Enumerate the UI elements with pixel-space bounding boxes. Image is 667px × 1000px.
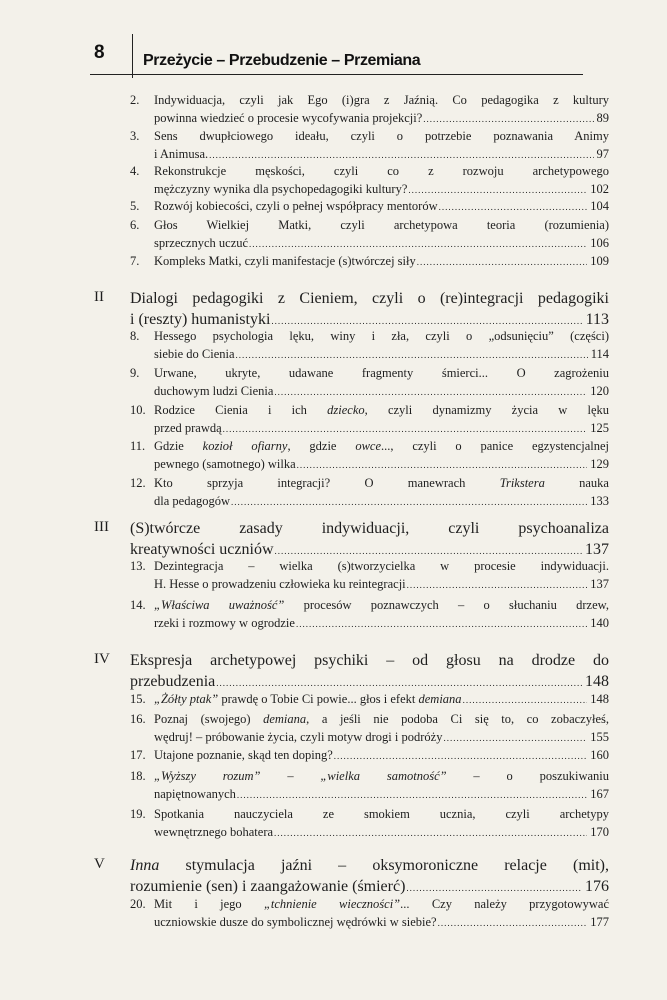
part-title-line: Dialogi pedagogiki z Cieniem, czyli o (re)integracji pedagogiki [130,290,609,307]
leader-dots [439,198,588,216]
entry-number: 12. [130,476,146,490]
toc-entry[interactable] [130,327,609,364]
entry-number: 10. [130,403,146,417]
leader-dots [231,493,587,511]
entry-page-number: 155 [590,730,609,744]
part-number: III [94,519,109,535]
entry-text-line: „Żółty ptak” prawdę o Tobie Ci powie... głos i efekt demiana [154,692,462,706]
header-rule [90,74,583,75]
entry-page-number: 104 [590,199,609,213]
entry-text-line: Urwane, ukryte, udawane fragmenty śmierci... O zagrożeniu [154,366,609,380]
entry-page-number: 106 [590,236,609,250]
entry-last-line [154,419,609,438]
entry-text-line: Sens dwupłciowego ideału, czyli o potrzebie poznawania Animy [154,129,609,143]
running-title: Przeżycie – Przebudzenie – Przemiana [143,52,421,69]
part-title-line: (S)twórcze zasady indywiduacji, czyli psychoanaliza [130,520,609,537]
entry-last-line [154,492,609,511]
entry-number: 17. [130,748,146,762]
leader-dots [296,615,587,633]
leader-dots [438,914,588,932]
leader-dots [249,235,587,253]
entry-page-number: 120 [590,384,609,398]
part-page-number: 137 [585,541,609,558]
entry-page-number: 167 [590,787,609,801]
entry-text-line: dla pedagogów [154,494,231,508]
toc-entry[interactable] [130,474,609,511]
toc-entry[interactable] [130,746,609,765]
entry-number: 7. [130,254,140,268]
toc-entry[interactable] [130,767,609,804]
toc-entry[interactable] [130,895,609,932]
entry-number: 3. [130,129,140,143]
toc-entry[interactable] [130,710,609,747]
entry-text-line: wewnętrznego bohatera [154,825,274,839]
entry-last-line [154,746,609,765]
entry-number: 18. [130,769,146,783]
entry-text-line: Rodzice Cienia i ich dziecko, czyli dynamizmy życia w lęku [154,403,609,417]
entry-page-number: 160 [590,748,609,762]
entry-text-line: wędruj! – próbowanie życia, czyli motyw drogi i podróży [154,730,443,744]
entry-last-line [154,234,609,253]
leader-dots [274,824,587,842]
leader-dots [237,786,587,804]
part-title-line: i (reszty) humanistyki [130,311,271,328]
entry-text-line: i Animusa. [154,147,209,161]
leader-dots [274,383,587,401]
page-number: 8 [94,42,105,63]
entry-last-line [154,823,609,842]
entry-number: 15. [130,692,146,706]
entry-last-line [154,614,609,633]
toc-entry[interactable] [130,197,609,216]
toc-entry[interactable] [130,805,609,842]
entry-text-line: uczniowskie dusze do symbolicznej wędrówki w siebie? [154,915,437,929]
toc-entry[interactable] [130,162,609,199]
toc-entry[interactable] [130,557,609,594]
entry-last-line [154,197,609,216]
leader-dots [236,346,588,364]
entry-number: 8. [130,329,140,343]
leader-dots [297,456,588,474]
part-title-line: przebudzenia [130,673,216,690]
entry-page-number: 102 [590,182,609,196]
entry-number: 6. [130,218,140,232]
entry-last-line [154,382,609,401]
part-page-number: 148 [585,673,609,690]
entry-text-line: pewnego (samotnego) wilka [154,457,296,471]
leader-dots [423,110,593,128]
entry-text-line: siebie do Cienia [154,347,235,361]
part-title-line: Inna stymulacja jaźni – oksymoroniczne relacje (mit), [130,857,609,874]
header-divider [132,34,133,78]
entry-text-line: Spotkania nauczyciela ze smokiem ucznia, czyli archetypy [154,807,609,821]
entry-text-line: „Wyższy rozum” – „wielka samotność” – o poszukiwaniu [154,769,610,783]
part-title-line: rozumienie (sen) i zaangażowanie (śmierć) [130,878,406,895]
entry-text-line: powinna wiedzieć o procesie wycofywania projekcji? [154,111,423,125]
entry-number: 14. [130,598,146,612]
toc-entry[interactable] [130,401,609,438]
toc-entry[interactable] [130,596,609,633]
entry-text-line: Mit i jego „tchnienie wieczności”... Czy należy przygotowywać [154,897,609,911]
entry-page-number: 89 [596,111,609,125]
leader-dots [417,253,588,271]
leader-dots [463,691,588,709]
part-page-number: 113 [585,311,609,328]
entry-number: 13. [130,559,146,573]
entry-page-number: 170 [590,825,609,839]
entry-number: 19. [130,807,146,821]
part-number: V [94,856,105,872]
part-number: IV [94,651,110,667]
leader-dots [334,747,587,765]
part-page-number: 176 [585,878,609,895]
entry-page-number: 137 [590,577,609,591]
entry-number: 4. [130,164,140,178]
entry-text-line: Rozwój kobiecości, czyli o pełnej współpracy mentorów [154,199,438,213]
entry-text-line: Kto sprzyja integracji? O manewrach Trikstera nauka [154,476,609,490]
entry-last-line [154,785,609,804]
entry-text-line: „Właściwa uważność” procesów poznawczych – o słuchaniu drzew, [154,598,609,612]
entry-text-line: Głos Wielkiej Matki, czyli archetypowa teoria (rozumienia) [154,218,609,232]
entry-text-line: rzeki i rozmowy w ogrodzie [154,616,295,630]
entry-text-line: Poznaj (swojego) demiana, a jeśli nie podoba Ci się to, co zobaczyłeś, [154,712,609,726]
entry-text-line: przed prawdą [154,421,222,435]
toc-entry[interactable] [130,216,609,253]
entry-last-line [154,455,609,474]
part-title[interactable] [130,855,609,899]
entry-last-line [154,575,609,594]
leader-dots [223,420,588,438]
entry-last-line [154,345,609,364]
entry-text-line: Rekonstrukcje męskości, czyli co z rozwoju archetypowego [154,164,609,178]
entry-text-line: Dezintegracja – wielka (s)tworzycielka w procesie indywiduacji. [154,559,609,573]
page-header [0,0,667,80]
entry-number: 9. [130,366,140,380]
part-number: II [94,289,104,305]
entry-page-number: 140 [590,616,609,630]
entry-text-line: Kompleks Matki, czyli manifestacje (s)twórczej siły [154,254,416,268]
entry-number: 5. [130,199,140,213]
entry-page-number: 129 [590,457,609,471]
entry-text-line: duchowym ludzi Cienia [154,384,274,398]
toc-entry[interactable] [130,127,609,164]
entry-page-number: 97 [596,147,609,161]
entry-page-number: 125 [590,421,609,435]
part-title[interactable] [130,650,609,694]
toc-entry[interactable] [130,437,609,474]
entry-text-line: Gdzie kozioł ofiarny, gdzie owce..., czyli o panice egzystencjalnej [154,439,609,453]
toc-entry[interactable] [130,91,609,128]
entry-text-line: napiętnowanych [154,787,236,801]
entry-last-line [154,109,609,128]
entry-page-number: 114 [590,347,609,361]
entry-text-line: sprzecznych uczuć [154,236,249,250]
entry-last-line [154,252,609,271]
part-title-line: kreatywności uczniów [130,541,274,558]
part-title[interactable] [130,288,609,332]
toc-entry[interactable] [130,690,609,709]
entry-number: 20. [130,897,146,911]
entry-page-number: 148 [590,692,609,706]
entry-page-number: 109 [590,254,609,268]
part-title-line: Ekspresja archetypowej psychiki – od głosu na drodze do [130,652,609,669]
entry-number: 16. [130,712,146,726]
entry-text-line: Indywiduacja, czyli jak Ego (i)gra z Jaźnią. Co pedagogika z kultury [154,93,609,107]
entry-last-line [154,913,609,932]
entry-text-line: Hessego psychologia lęku, winy i zła, czyli o „odsunięciu” (części) [154,329,609,343]
entry-text-line: Utajone poznanie, skąd ten doping? [154,748,333,762]
entry-text-line: H. Hesse o prowadzeniu człowieka ku reintegracji [154,577,406,591]
entry-last-line [154,728,609,747]
part-title[interactable] [130,518,609,562]
entry-number: 2. [130,93,140,107]
leader-dots [443,729,587,747]
toc-entry[interactable] [130,364,609,401]
entry-number: 11. [130,439,146,453]
entry-page-number: 177 [590,915,609,929]
entry-page-number: 133 [590,494,609,508]
leader-dots [407,576,588,594]
entry-last-line [154,690,609,709]
entry-text-line: mężczyzny wynika dla psychopedagogiki kultury? [154,182,408,196]
toc-entry[interactable] [130,252,609,271]
